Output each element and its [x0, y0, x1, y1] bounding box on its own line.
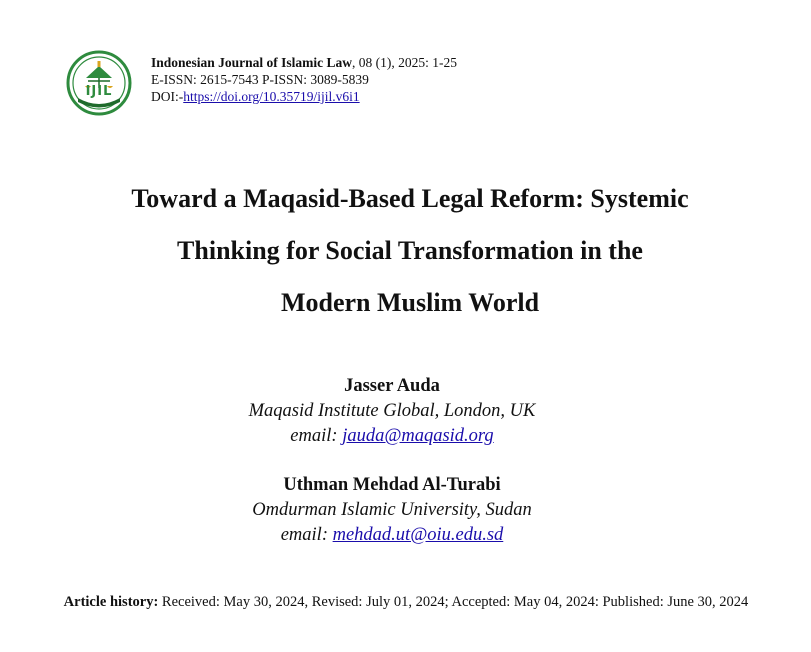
author-email-line — [0, 523, 784, 548]
logo-text: IJIL — [85, 84, 113, 99]
journal-issn: E-ISSN: 2615-7543 P-ISSN: 3089-5839 — [151, 72, 369, 87]
history-label: Article history: — [63, 594, 159, 610]
title-line-2: Thinking for Social Transformation in the — [177, 236, 643, 265]
author-name: Uthman Mehdad Al-Turabi — [283, 475, 501, 495]
paper-title — [40, 173, 780, 329]
author-block-1 — [0, 374, 784, 449]
author-affiliation: Omdurman Islamic University, Sudan — [252, 500, 532, 520]
email-label: email: — [290, 426, 343, 446]
journal-header — [151, 54, 457, 105]
author-block-2 — [0, 473, 784, 548]
author-name: Jasser Auda — [344, 376, 440, 396]
author-affiliation: Maqasid Institute Global, London, UK — [248, 401, 536, 421]
journal-logo — [66, 50, 132, 116]
title-line-1: Toward a Maqasid-Based Legal Reform: Systemic — [131, 184, 689, 213]
author-email-link[interactable]: mehdad.ut@oiu.edu.sd — [332, 525, 504, 545]
doi-link[interactable]: https://doi.org/10.35719/ijil.v6i1 — [183, 89, 360, 104]
article-history — [40, 593, 772, 611]
doi-label: DOI:- — [151, 89, 184, 104]
title-line-3: Modern Muslim World — [280, 288, 540, 317]
email-label: email: — [280, 525, 333, 545]
author-email-link[interactable]: jauda@maqasid.org — [342, 426, 494, 446]
author-email-line — [0, 424, 784, 449]
journal-name: Indonesian Journal of Islamic Law — [151, 55, 353, 70]
journal-citation — [151, 54, 457, 71]
journal-volume: , 08 (1), 2025: 1-25 — [352, 55, 458, 70]
journal-emblem-icon — [66, 50, 132, 116]
journal-doi — [151, 88, 457, 105]
history-dates: Received: May 30, 2024, Revised: July 01, 2024; Accepted: May 04, 2024: Published: June 30, 2024 — [158, 594, 749, 610]
